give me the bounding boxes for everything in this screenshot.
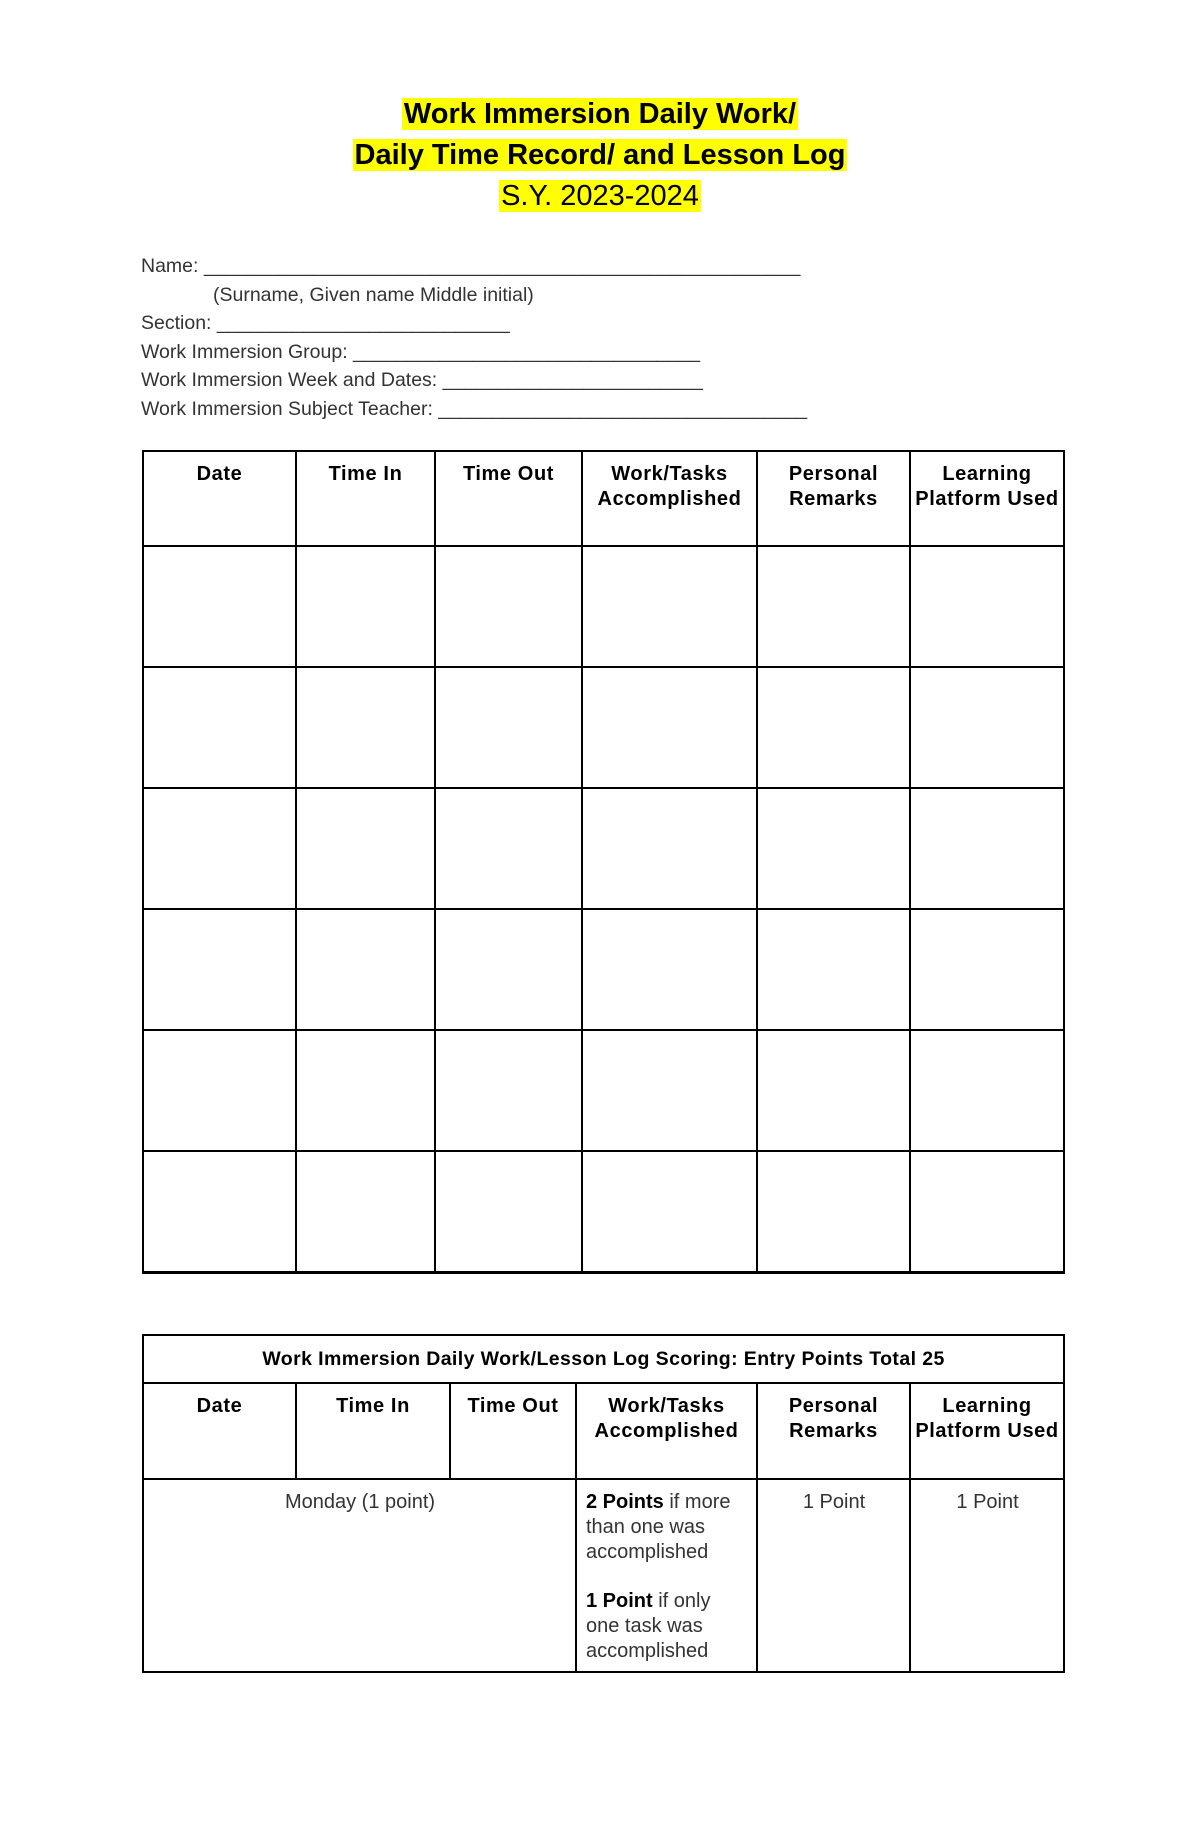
log-cell[interactable] — [435, 1030, 582, 1151]
log-cell[interactable] — [143, 1151, 296, 1272]
log-cell[interactable] — [582, 788, 757, 909]
log-cell[interactable] — [582, 667, 757, 788]
doc-title-line-1: Work Immersion Daily Work/ — [403, 98, 797, 130]
scoring-header-tasks: Work/Tasks Accomplished — [576, 1383, 757, 1479]
week-dates-field[interactable]: Work Immersion Week and Dates: ________________________ — [141, 369, 703, 391]
scoring-tasks-1pt: 1 Point if only one task was accomplished — [586, 1590, 711, 1662]
student-info-fields — [141, 252, 807, 423]
log-cell[interactable] — [435, 546, 582, 667]
log-cell[interactable] — [910, 1151, 1064, 1272]
scoring-platform: 1 Point — [910, 1479, 1064, 1672]
group-field[interactable]: Work Immersion Group: ________________________________ — [141, 340, 701, 363]
log-cell[interactable] — [910, 909, 1064, 1030]
scoring-header-time-out: Time Out — [450, 1383, 576, 1479]
doc-title-line-2: Daily Time Record/ and Lesson Log — [354, 139, 846, 171]
log-header-remarks: Personal Remarks — [757, 451, 910, 546]
log-entry-row — [143, 667, 1064, 788]
log-entry-row — [143, 1151, 1064, 1272]
log-cell[interactable] — [435, 909, 582, 1030]
log-header-row — [143, 451, 1064, 546]
log-entry-row — [143, 788, 1064, 909]
scoring-header-time-in: Time In — [296, 1383, 450, 1479]
log-cell[interactable] — [910, 546, 1064, 667]
log-cell[interactable] — [910, 788, 1064, 909]
log-cell[interactable] — [582, 1030, 757, 1151]
scoring-table — [142, 1334, 1065, 1673]
log-cell[interactable] — [143, 1030, 296, 1151]
log-cell[interactable] — [296, 788, 435, 909]
log-cell[interactable] — [582, 546, 757, 667]
log-entry-row — [143, 909, 1064, 1030]
log-cell[interactable] — [757, 788, 910, 909]
subject-teacher-field[interactable]: Work Immersion Subject Teacher: __________________________________ — [141, 397, 808, 420]
log-cell[interactable] — [143, 909, 296, 1030]
log-cell[interactable] — [757, 667, 910, 788]
log-cell[interactable] — [757, 546, 910, 667]
scoring-tasks — [576, 1479, 757, 1672]
log-cell[interactable] — [143, 546, 296, 667]
log-cell[interactable] — [757, 1030, 910, 1151]
log-cell[interactable] — [143, 667, 296, 788]
log-cell[interactable] — [582, 909, 757, 1030]
log-cell[interactable] — [296, 1030, 435, 1151]
scoring-monday: Monday (1 point) — [143, 1479, 576, 1672]
scoring-header-platform: Learning Platform Used — [910, 1383, 1064, 1479]
log-cell[interactable] — [757, 909, 910, 1030]
log-cell[interactable] — [296, 667, 435, 788]
log-cell[interactable] — [296, 546, 435, 667]
section-field[interactable]: Section: ___________________________ — [141, 312, 510, 334]
school-year: S.Y. 2023-2024 — [501, 180, 699, 212]
scoring-caption: Work Immersion Daily Work/Lesson Log Scoring: Entry Points Total 25 — [143, 1335, 1064, 1383]
log-cell[interactable] — [143, 788, 296, 909]
daily-log-table — [142, 450, 1065, 1274]
log-header-platform: Learning Platform Used — [910, 451, 1064, 546]
log-cell[interactable] — [296, 1151, 435, 1272]
log-cell[interactable] — [435, 788, 582, 909]
log-cell[interactable] — [582, 1151, 757, 1272]
scoring-header-remarks: Personal Remarks — [757, 1383, 910, 1479]
scoring-remarks: 1 Point — [757, 1479, 910, 1672]
log-header-time-in: Time In — [296, 451, 435, 546]
scoring-row — [143, 1479, 1064, 1672]
log-cell[interactable] — [910, 667, 1064, 788]
log-entry-row — [143, 1030, 1064, 1151]
name-field[interactable]: Name: _______________________________________________________ — [141, 255, 801, 277]
log-cell[interactable] — [910, 1030, 1064, 1151]
name-hint: (Surname, Given name Middle initial) — [213, 283, 534, 306]
scoring-header-date: Date — [143, 1383, 296, 1479]
log-header-tasks: Work/Tasks Accomplished — [582, 451, 757, 546]
log-cell[interactable] — [296, 909, 435, 1030]
log-cell[interactable] — [435, 667, 582, 788]
scoring-tasks-2pts: 2 Points if more than one was accomplished — [586, 1491, 731, 1563]
scoring-header-row — [143, 1383, 1064, 1479]
log-entry-row — [143, 546, 1064, 667]
log-header-time-out: Time Out — [435, 451, 582, 546]
log-cell[interactable] — [757, 1151, 910, 1272]
log-header-date: Date — [143, 451, 296, 546]
log-cell[interactable] — [435, 1151, 582, 1272]
